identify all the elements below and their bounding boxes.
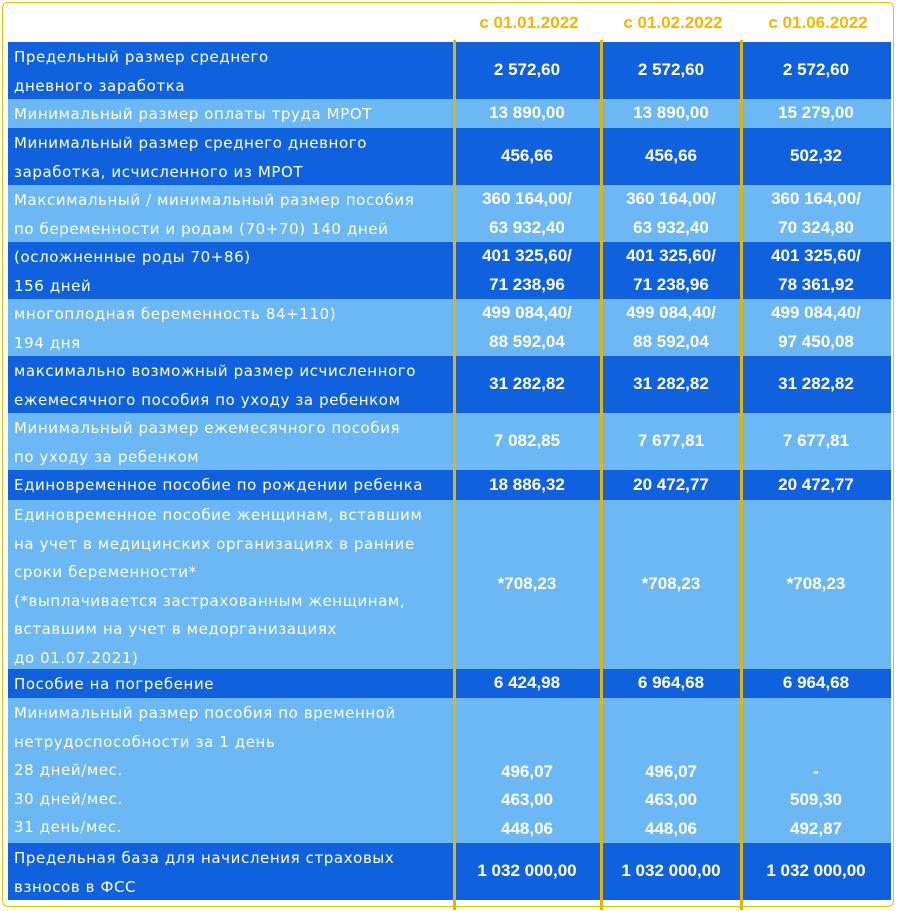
value-cell: 502,32 <box>790 146 842 166</box>
value-cell: 2 572,60 <box>637 60 705 80</box>
value-cell: 401 325,60/ 71 238,96 <box>482 246 572 294</box>
value-cell: 7 677,81 <box>782 431 850 451</box>
row-label: многоплодная беременность 84+110) 194 дня <box>14 305 337 352</box>
table-row <box>8 698 891 843</box>
table-row <box>8 843 891 900</box>
row-label: Единовременное пособие женщинам, вставшим на учет в медицинских организациях в ранние сроки беременности* (*выплачивается застрахованным женщинам, вставшим на учет в медорганизациях до 01.07.2021) <box>14 506 423 667</box>
row-label: Минимальный размер пособия по временной нетрудоспособности за 1 день 28 дней/мес. 30 дней/мес. 31 день/мес. <box>14 704 396 836</box>
row-label: Пособие на погребение <box>14 675 215 693</box>
value-cell: 7 082,85 <box>493 431 561 451</box>
value-cell: 456,66 <box>501 146 553 166</box>
table-row <box>8 669 891 698</box>
column-divider <box>453 40 456 910</box>
table-row <box>8 99 891 128</box>
value-cell: 13 890,00 <box>633 103 709 123</box>
value-cell: 360 164,00/ 63 932,40 <box>626 189 716 237</box>
column-divider <box>740 40 743 910</box>
row-label: Предельный размер среднего дневного заработка <box>14 48 269 95</box>
row-label: Единовременное пособие по рождении ребенка <box>14 476 424 494</box>
value-cell: 20 472,77 <box>633 474 709 494</box>
value-cell: 6 964,68 <box>782 673 850 693</box>
row-label: Минимальный размер оплаты труда МРОТ <box>14 105 373 123</box>
value-cell: 18 886,32 <box>489 474 565 494</box>
column-divider <box>600 40 603 910</box>
value-cell: 6 424,98 <box>493 673 561 693</box>
value-cell: 13 890,00 <box>489 103 565 123</box>
value-cell: 499 084,40/ 97 450,08 <box>771 303 861 351</box>
value-cell: 6 964,68 <box>637 673 705 693</box>
table-row <box>8 242 891 299</box>
value-cell: 401 325,60/ 78 361,92 <box>771 246 861 294</box>
value-cell: 499 084,40/ 88 592,04 <box>482 303 572 351</box>
value-cell: 1 032 000,00 <box>621 861 721 881</box>
value-cell: 401 325,60/ 71 238,96 <box>626 246 716 294</box>
value-cell: *708,23 <box>641 574 701 594</box>
table-row <box>8 356 891 413</box>
value-cell: 499 084,40/ 88 592,04 <box>626 303 716 351</box>
table-row <box>8 128 891 185</box>
value-cell: *708,23 <box>497 574 557 594</box>
column-header-2: с 01.02.2022 <box>623 13 723 32</box>
value-cell: 31 282,82 <box>489 374 565 394</box>
value-cell: 496,07 463,00 448,06 <box>645 761 697 838</box>
table-row <box>8 42 891 99</box>
column-header-1: с 01.01.2022 <box>479 13 579 32</box>
table-row <box>8 185 891 242</box>
table-row <box>8 299 891 356</box>
table-row <box>8 470 891 500</box>
value-cell: 15 279,00 <box>778 103 854 123</box>
column-header-3: с 01.06.2022 <box>768 13 868 32</box>
value-cell: 7 677,81 <box>637 431 705 451</box>
value-cell: 20 472,77 <box>778 474 854 494</box>
row-label: Максимальный / минимальный размер пособия по беременности и родам (70+70) 140 дней <box>14 191 415 238</box>
value-cell: 2 572,60 <box>493 60 561 80</box>
table-row <box>8 500 891 669</box>
benefits-table <box>8 42 891 900</box>
value-cell: 1 032 000,00 <box>477 861 577 881</box>
value-cell: 360 164,00/ 70 324,80 <box>771 189 861 237</box>
value-cell: *708,23 <box>786 574 846 594</box>
value-cell: 31 282,82 <box>778 374 854 394</box>
value-cell: 456,66 <box>645 146 697 166</box>
row-label: Минимальный размер среднего дневного заработка, исчисленного из МРОТ <box>14 134 367 181</box>
value-cell: 1 032 000,00 <box>766 861 866 881</box>
row-label: максимально возможный размер исчисленного ежемесячного пособия по уходу за ребенком <box>14 362 417 409</box>
value-cell: 496,07 463,00 448,06 <box>501 761 553 838</box>
value-cell: 2 572,60 <box>782 60 850 80</box>
value-cell: 31 282,82 <box>633 374 709 394</box>
value-cell: - 509,30 492,87 <box>790 761 842 838</box>
row-label: Минимальный размер ежемесячного пособия по уходу за ребенком <box>14 419 401 466</box>
table-row <box>8 413 891 470</box>
row-label: Предельная база для начисления страховых взносов в ФСС <box>14 849 395 896</box>
row-label: (осложненные роды 70+86) 156 дней <box>14 248 251 295</box>
value-cell: 360 164,00/ 63 932,40 <box>482 189 572 237</box>
